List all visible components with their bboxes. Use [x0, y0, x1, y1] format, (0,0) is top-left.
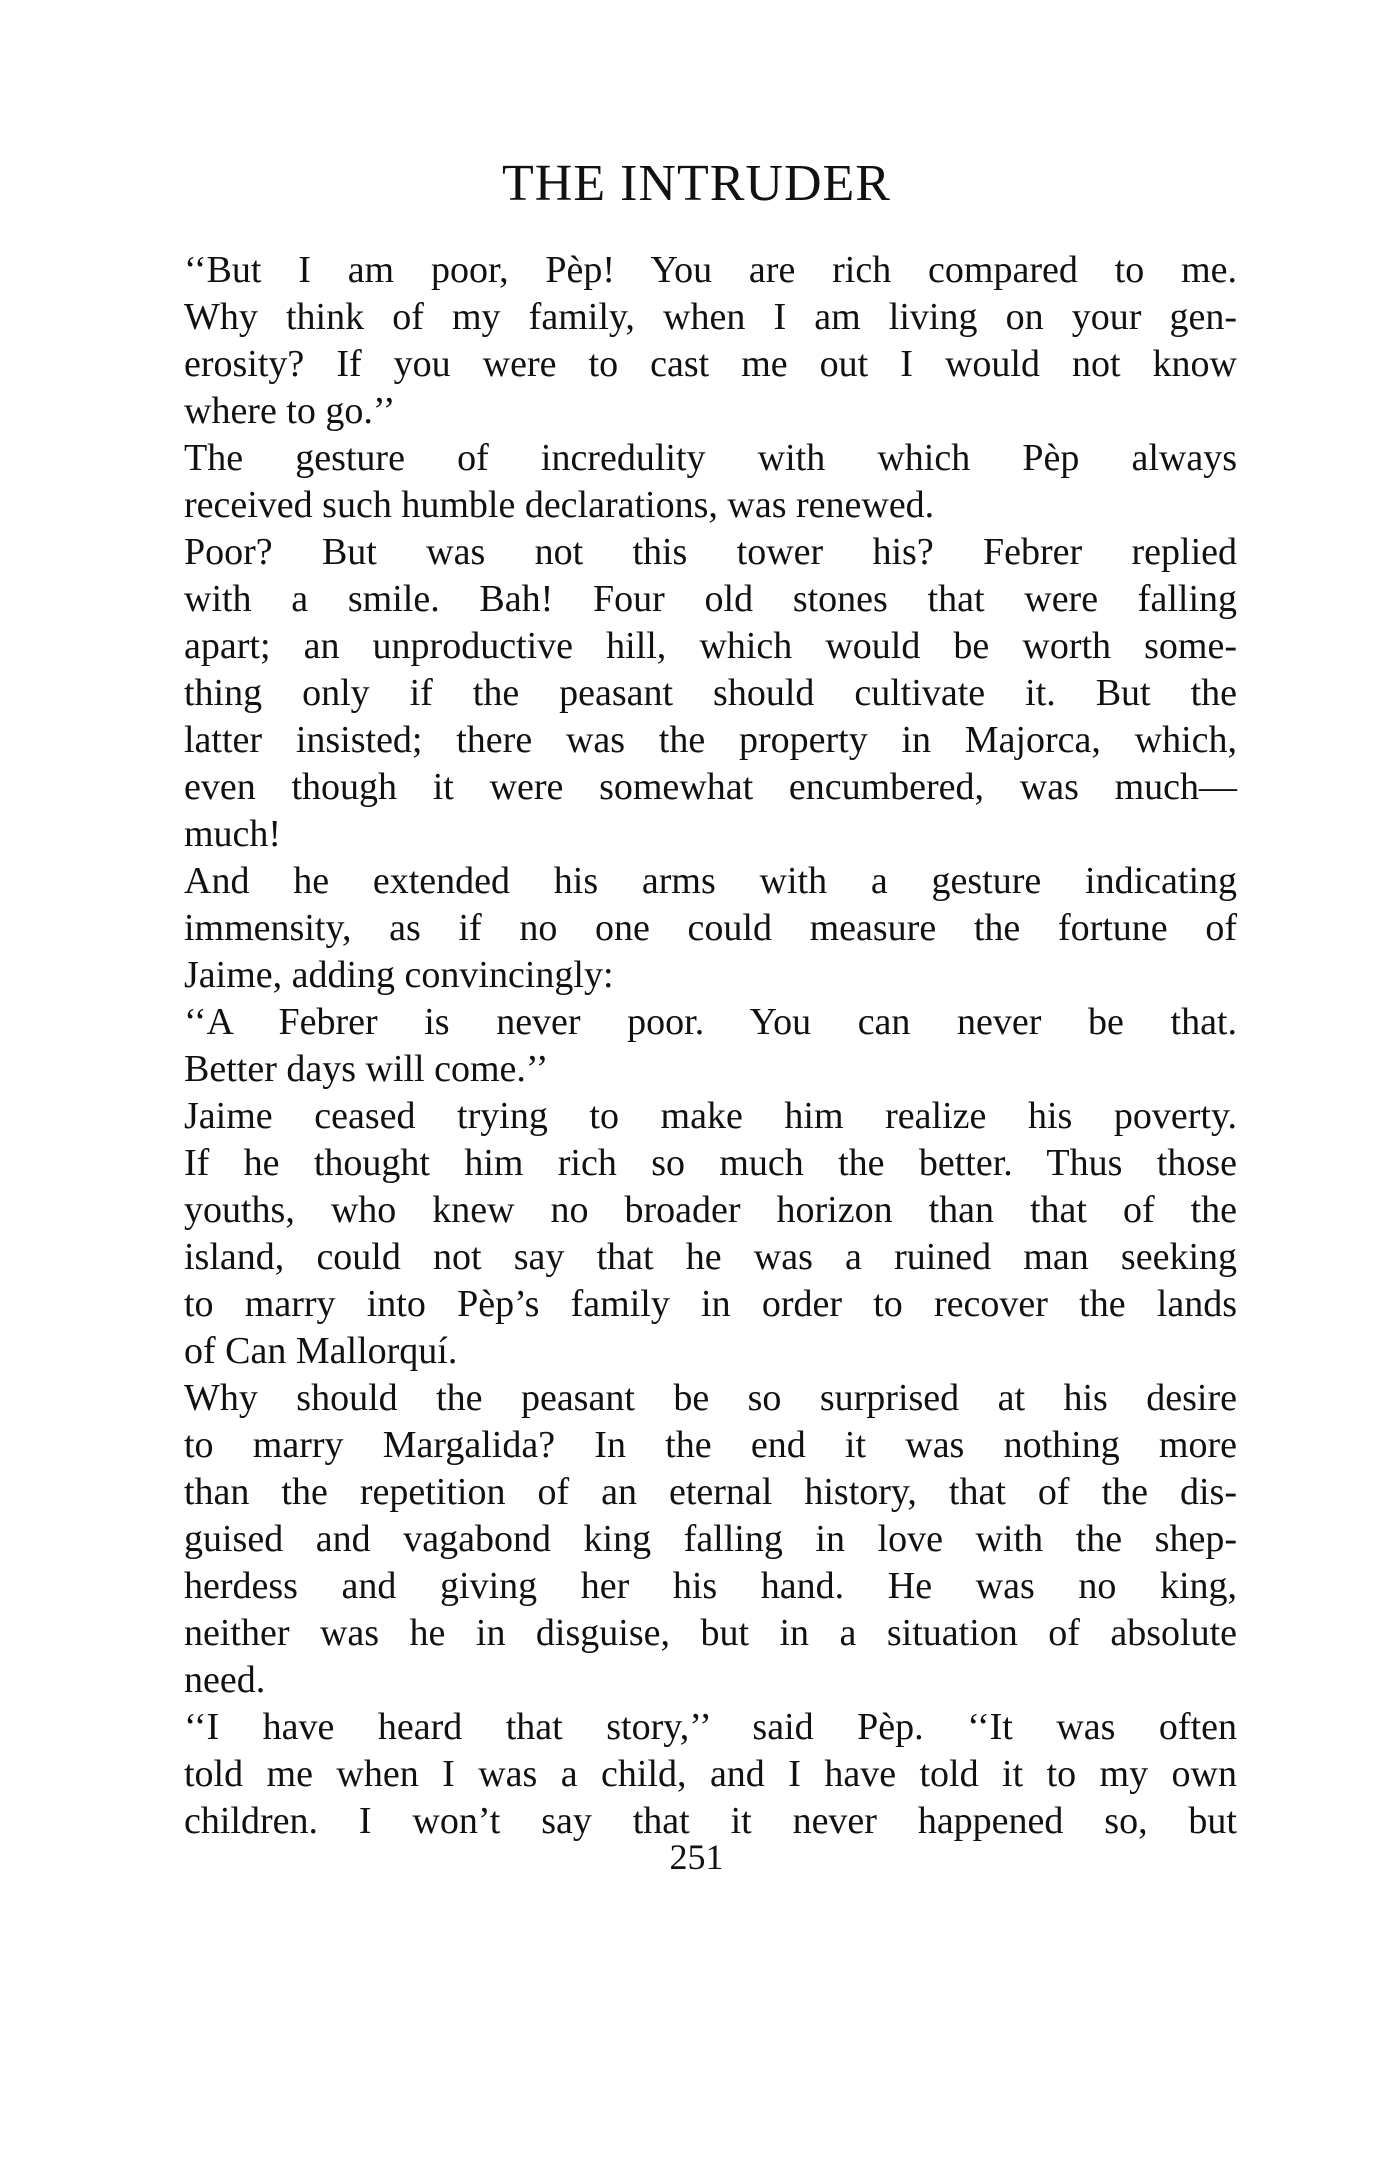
- text-line: than the repetition of an eternal history, that of the dis-: [184, 1471, 1237, 1513]
- text-line: with a smile. Bah! Four old stones that were falling: [184, 578, 1237, 620]
- text-line: ‘‘But I am poor, Pèp! You are rich compared to me.: [184, 249, 1237, 291]
- text-line: guised and vagabond king falling in love with the shep-: [184, 1518, 1237, 1560]
- text-line: received such humble declarations, was renewed.: [184, 484, 935, 526]
- text-line: even though it were somewhat encumbered, was much—: [184, 766, 1237, 808]
- text-line: erosity? If you were to cast me out I would not know: [184, 343, 1237, 385]
- text-line: neither was he in disguise, but in a situation of absolute: [184, 1612, 1237, 1654]
- text-line: where to go.’’: [184, 390, 396, 432]
- text-line: children. I won’t say that it never happened so, but: [184, 1800, 1237, 1842]
- body-text: [184, 247, 1237, 1845]
- text-line: to marry into Pèp’s family in order to recover the lands: [184, 1283, 1237, 1325]
- text-line: thing only if the peasant should cultivate it. But the: [184, 672, 1237, 714]
- text-line: And he extended his arms with a gesture indicating: [184, 860, 1237, 902]
- text-line: If he thought him rich so much the better. Thus those: [184, 1142, 1237, 1184]
- text-line: much!: [184, 813, 282, 855]
- text-line: Poor? But was not this tower his? Febrer replied: [184, 531, 1237, 573]
- page-number: 251: [669, 1837, 724, 1877]
- text-line: to marry Margalida? In the end it was nothing more: [184, 1424, 1237, 1466]
- text-line: of Can Mallorquí.: [184, 1330, 458, 1372]
- text-line: Better days will come.’’: [184, 1048, 549, 1090]
- text-line: ‘‘I have heard that story,’’ said Pèp. ‘‘It was often: [184, 1706, 1237, 1748]
- text-line: herdess and giving her his hand. He was no king,: [184, 1565, 1237, 1607]
- running-title: THE INTRUDER: [502, 155, 891, 212]
- text-line: The gesture of incredulity with which Pèp always: [184, 437, 1237, 479]
- text-line: island, could not say that he was a ruined man seeking: [184, 1236, 1237, 1278]
- text-line: apart; an unproductive hill, which would be worth some-: [184, 625, 1237, 667]
- text-line: need.: [184, 1659, 266, 1701]
- text-line: latter insisted; there was the property in Majorca, which,: [184, 719, 1237, 761]
- text-line: told me when I was a child, and I have told it to my own: [184, 1753, 1237, 1795]
- text-line: Jaime, adding convincingly:: [184, 954, 614, 996]
- text-line: immensity, as if no one could measure the fortune of: [184, 907, 1237, 949]
- text-line: Why think of my family, when I am living on your gen-: [184, 296, 1237, 338]
- text-line: Jaime ceased trying to make him realize his poverty.: [184, 1095, 1237, 1137]
- text-line: ‘‘A Febrer is never poor. You can never be that.: [184, 1001, 1237, 1043]
- text-line: Why should the peasant be so surprised at his desire: [184, 1377, 1237, 1419]
- text-line: youths, who knew no broader horizon than that of the: [184, 1189, 1237, 1231]
